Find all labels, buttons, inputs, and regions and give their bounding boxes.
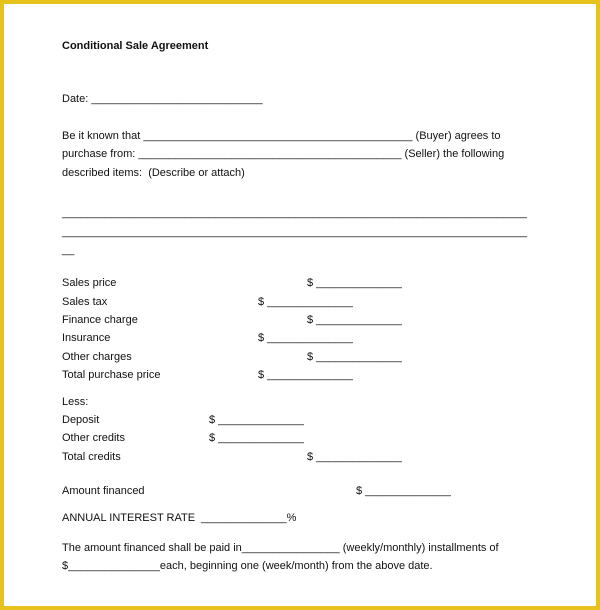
cost-label-total-purchase-price: Total purchase price [62,369,161,381]
description-line: ____________________________________________________________________________ [62,207,527,219]
less-value-deposit: $ ______________ [209,414,304,426]
document-page [4,4,596,606]
description-line: __ [62,244,75,256]
cost-value-finance-charge: $ ______________ [307,314,402,326]
date-line: Date: ____________________________ [62,93,263,105]
intro-line: purchase from: ___________________________________________ (Seller) the following [62,148,505,160]
intro-line: described items: (Describe or attach) [62,167,245,179]
cost-label-insurance: Insurance [62,332,111,344]
cost-value-sales-price: $ ______________ [307,277,402,289]
cost-value-insurance: $ ______________ [258,332,353,344]
amount-financed-label: Amount financed [62,485,145,497]
cost-label-sales-price: Sales price [62,277,117,289]
description-line: ____________________________________________________________________________ [62,226,527,238]
payment-line: $_______________each, beginning one (week/month) from the above date. [62,560,433,572]
less-label: Less: [62,396,89,408]
cost-label-sales-tax: Sales tax [62,296,108,308]
document-title: Conditional Sale Agreement [62,40,209,52]
cost-value-total-purchase-price: $ ______________ [258,369,353,381]
interest-rate-value: ______________% [201,512,297,524]
cost-label-other-charges: Other charges [62,351,132,363]
cost-value-other-charges: $ ______________ [307,351,402,363]
less-label-deposit: Deposit [62,414,100,426]
amount-financed-value: $ ______________ [356,485,451,497]
intro-line: Be it known that ____________________________________________ (Buyer) agrees to [62,130,501,142]
cost-label-finance-charge: Finance charge [62,314,138,326]
less-label-total-credits: Total credits [62,451,121,463]
less-value-total-credits: $ ______________ [307,451,402,463]
less-value-other-credits: $ ______________ [209,432,304,444]
payment-line: The amount financed shall be paid in________________ (weekly/monthly) installments of [62,542,499,554]
cost-value-sales-tax: $ ______________ [258,296,353,308]
interest-rate-label: ANNUAL INTEREST RATE [62,512,196,524]
less-label-other-credits: Other credits [62,432,125,444]
